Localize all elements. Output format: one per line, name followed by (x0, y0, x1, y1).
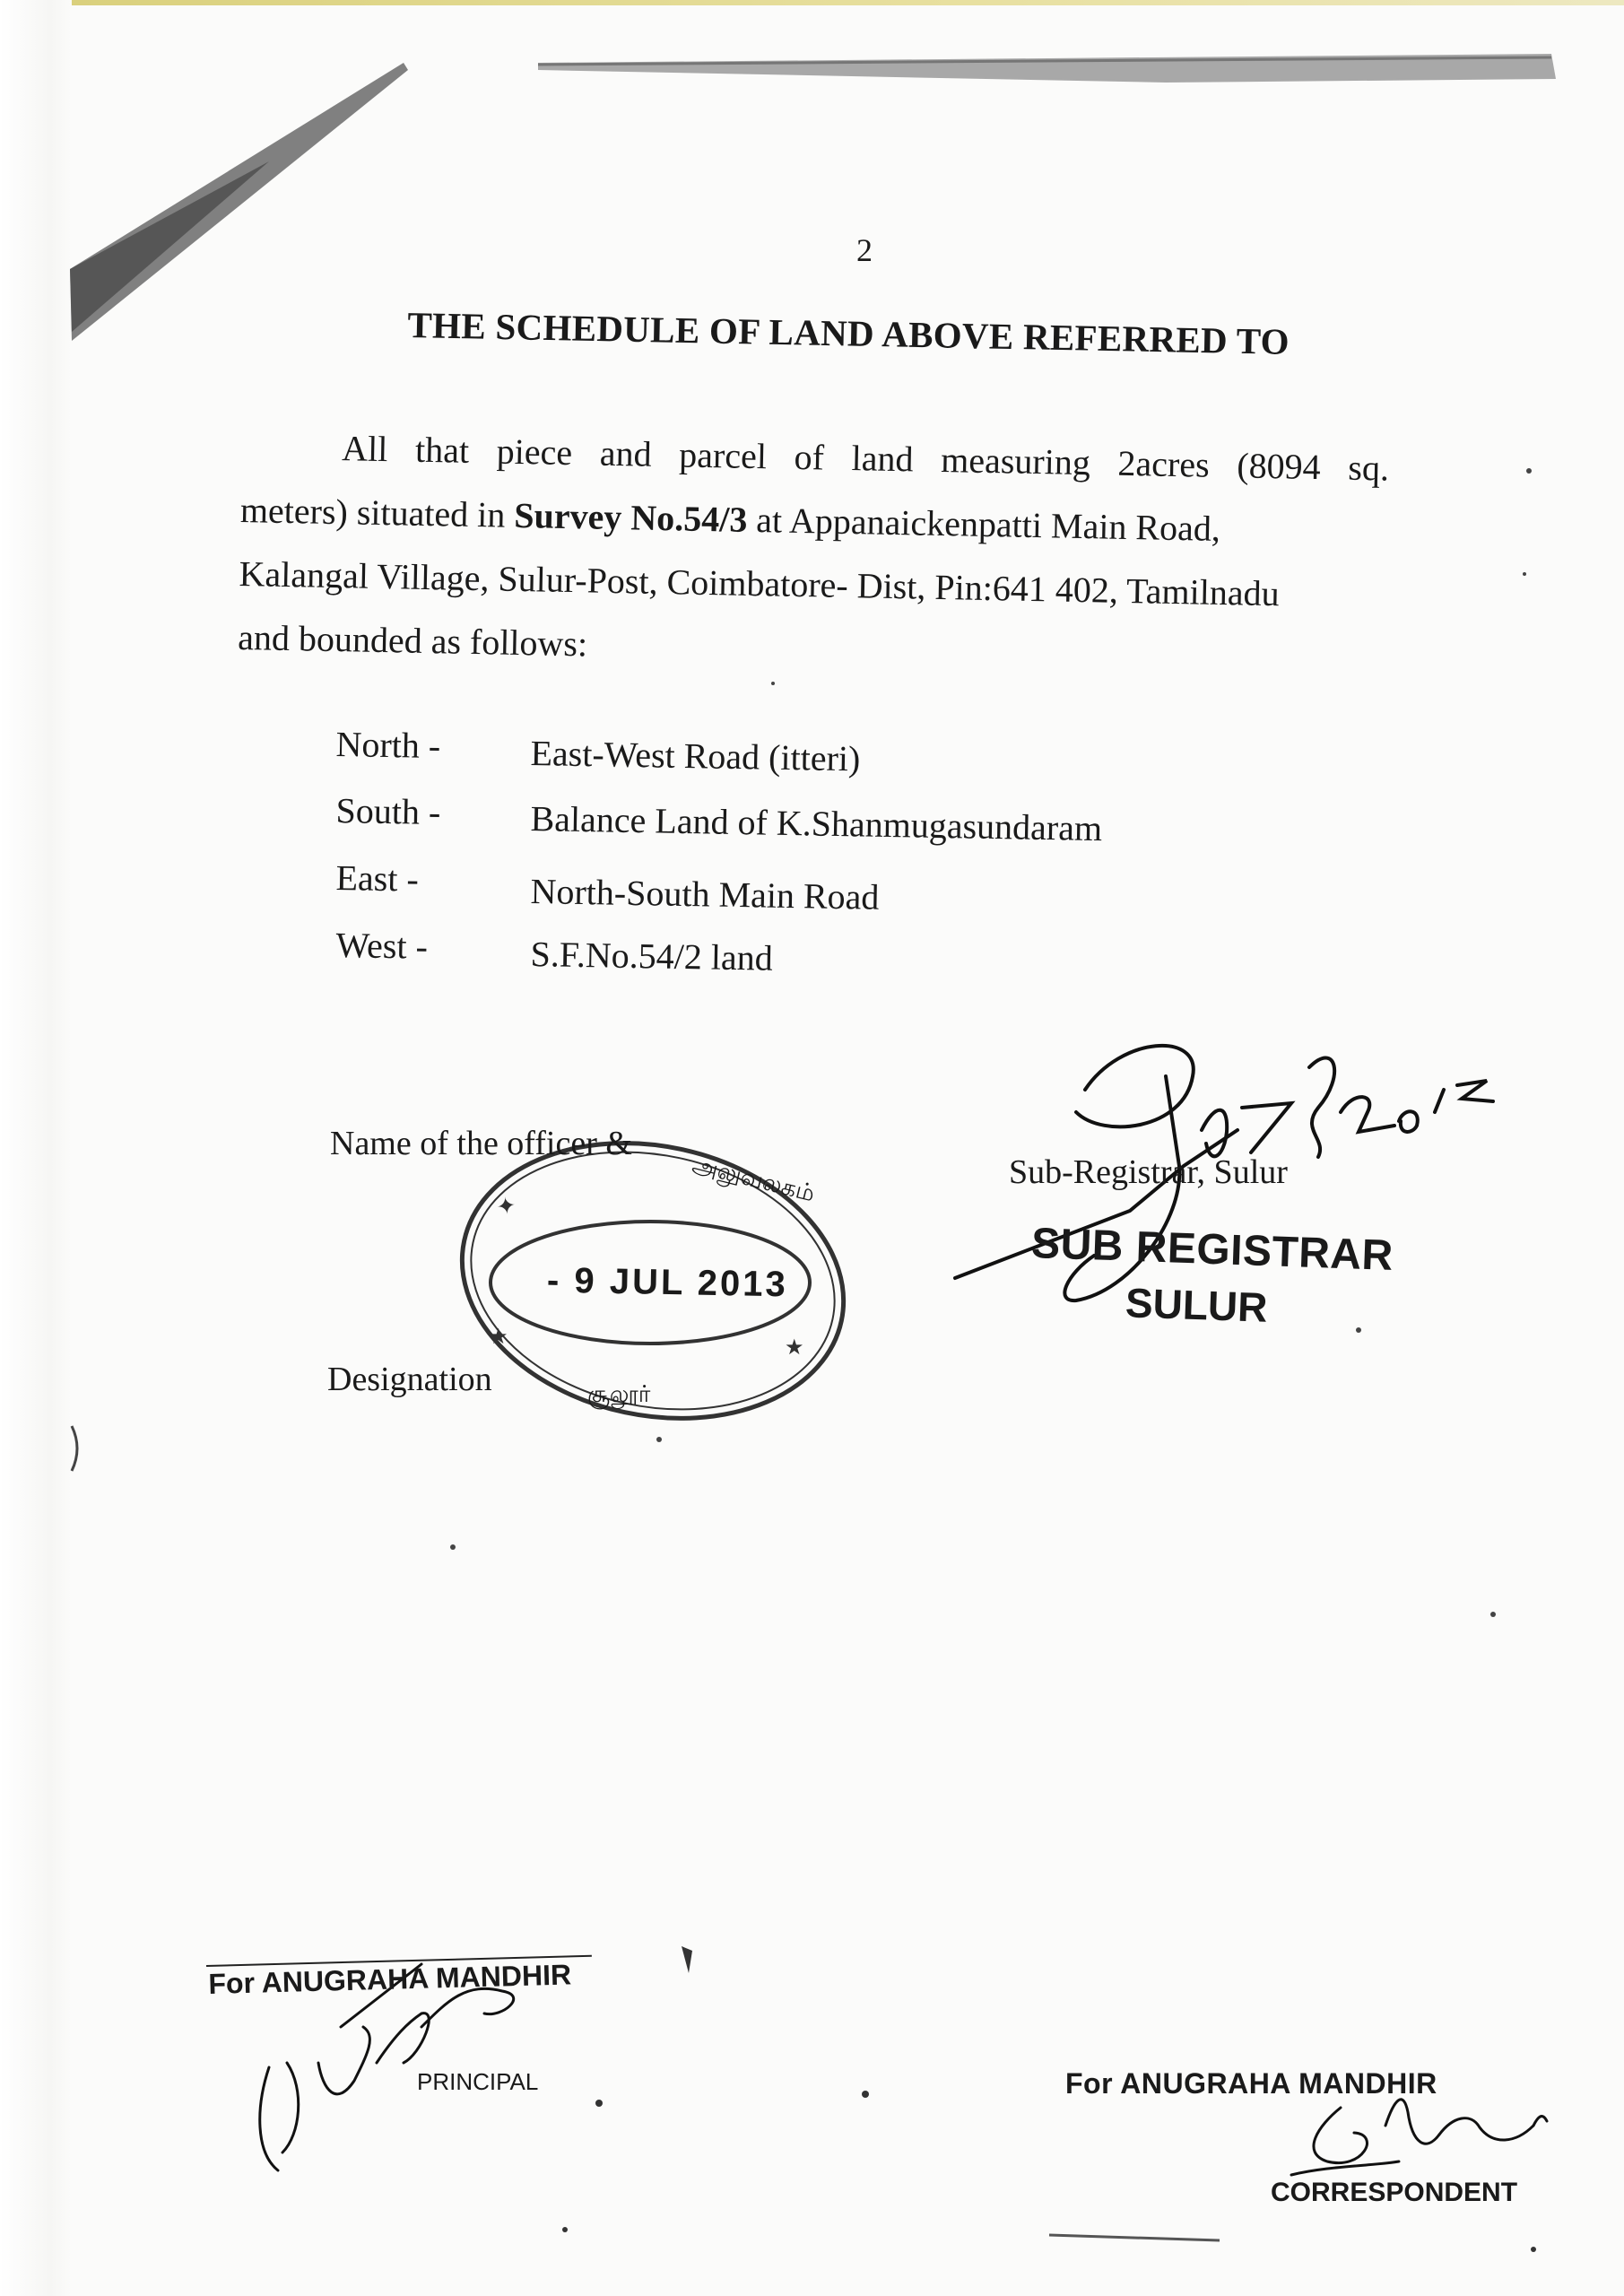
boundary-north-direction: North - (335, 723, 441, 767)
svg-text:✦: ✦ (494, 1192, 518, 1222)
boundary-north-value: East-West Road (itteri) (530, 732, 861, 779)
correspondent-signature (1291, 2100, 1547, 2175)
paragraph-word: and (599, 432, 653, 474)
svg-text:★: ★ (785, 1336, 804, 1360)
footer-left-title: PRINCIPAL (417, 2068, 539, 2095)
paragraph-line-2-end: at Appanaickenpatti Main Road, (746, 499, 1221, 549)
sub-registrar-stamp-line-1: SUB REGISTRAR (1030, 1219, 1394, 1281)
boundary-south-value: Balance Land of K.Shanmugasundaram (530, 797, 1103, 849)
footer-right-title: CORRESPONDENT (1271, 2178, 1518, 2207)
corner-fold-shadow (70, 63, 408, 341)
svg-text:★: ★ (489, 1326, 508, 1349)
paragraph-word: All (341, 428, 388, 470)
boundary-east-value: North-South Main Road (530, 870, 880, 918)
boundary-south-direction: South - (335, 789, 441, 833)
paragraph-word: (8094 (1236, 445, 1322, 488)
paragraph-line-4: and bounded as follows: (237, 616, 588, 665)
paragraph-word: measuring (940, 439, 1091, 483)
footer-left-organisation: For ANUGRAHA MANDHIR (208, 1958, 572, 2000)
officer-name-label: Name of the officer & (330, 1125, 632, 1162)
seal-tamil-bottom: சூலூர் (587, 1381, 651, 1408)
boundary-west-direction: West - (335, 924, 429, 967)
sub-registrar-stamp-line-2: SULUR (1125, 1279, 1269, 1331)
schedule-paragraph (238, 414, 1390, 691)
paragraph-line-3: Kalangal Village, Sulur-Post, Coimbatore- Dist, Pin:641 402, Tamilnadu (239, 552, 1281, 614)
paragraph-word: of (794, 436, 825, 478)
document-title: THE SCHEDULE OF LAND ABOVE REFERRED TO (407, 303, 1290, 362)
designation-label: Designation (327, 1361, 492, 1398)
paragraph-word: 2acres (1117, 442, 1211, 485)
paragraph-word: sq. (1347, 447, 1390, 489)
paragraph-word: parcel (678, 434, 768, 477)
paragraph-word: that (414, 429, 470, 471)
footer-right-organisation: For ANUGRAHA MANDHIR (1065, 2067, 1437, 2100)
page-number: 2 (856, 232, 873, 268)
paragraph-line-2-start: meters) situated in (239, 489, 515, 535)
seal-date: - 9 JUL 2013 (546, 1260, 789, 1305)
sub-registrar-label: Sub-Registrar, Sulur (1009, 1153, 1288, 1191)
survey-number: Survey No.54/3 (513, 494, 748, 540)
paragraph-word: land (851, 438, 914, 480)
boundary-east-direction: East - (335, 857, 420, 900)
paragraph-word: piece (496, 430, 573, 474)
seal-tamil-top: அலுவலகம் (689, 1151, 818, 1208)
boundary-west-value: S.F.No.54/2 land (530, 933, 774, 978)
